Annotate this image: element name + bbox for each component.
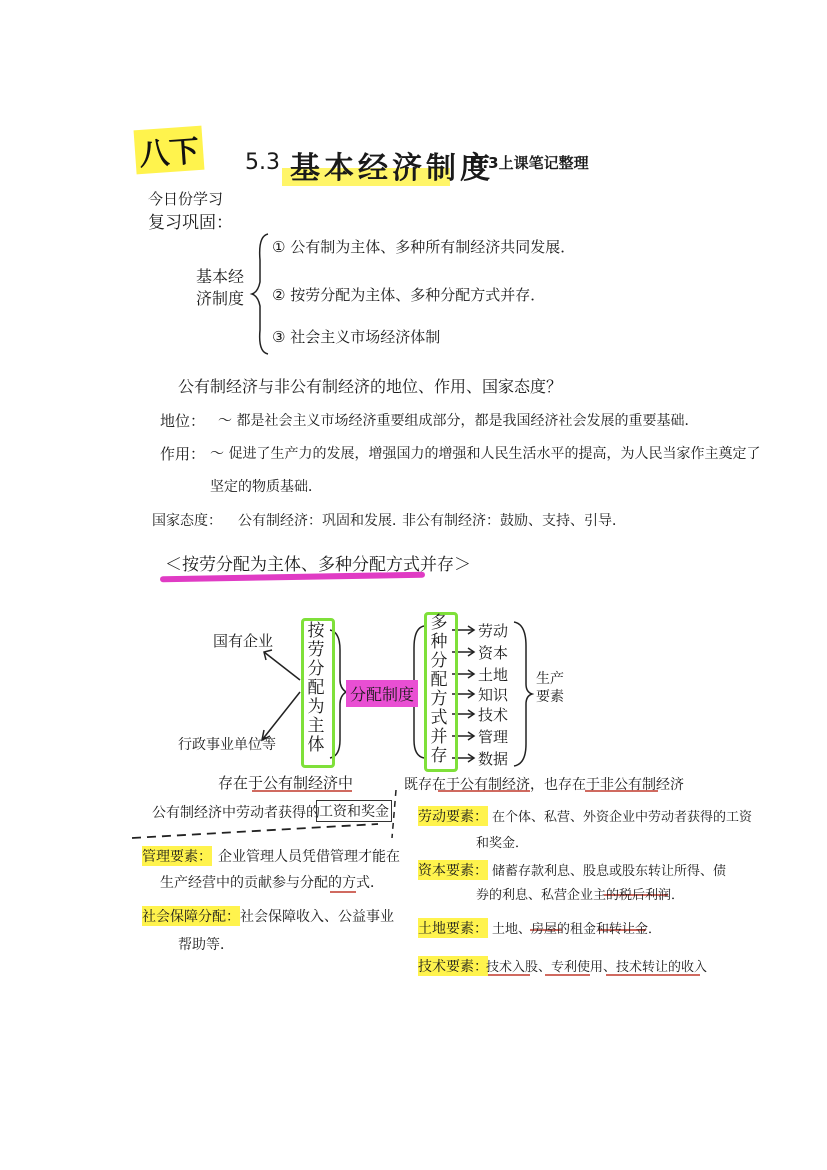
social-security-label: 社会保障分配： [142,906,240,926]
technology-factor-text: 技术入股、专利使用、技术转让的收入 [486,960,708,975]
capital-factor-text-2: 券的利息、私营企业主的税后利润． [476,888,685,903]
state-owned-enterprise: 国有企业 [213,632,274,650]
role-text-2: 坚定的物质基础． [210,479,322,495]
wage-and-bonus: 工资和奖金 [316,800,392,822]
management-factor-label: 管理要素： [142,846,212,866]
factor-labor: 劳动 [478,622,509,640]
page-title: 基本经济制度 [290,151,494,186]
public-institution: 行政事业单位等 [178,737,276,753]
factor-data: 数据 [478,750,509,768]
exists-in-public-economy: 存在于公有制经济中 [218,774,354,792]
attitude-private: 非公有制经济：鼓励、支持、引导． [402,513,626,529]
exists-in-both-economies: 既存在于公有制经济，也存在于非公有制经济 [404,777,684,793]
social-security-text-2: 帮助等． [178,937,234,953]
review-label: 复习巩固： [148,213,233,233]
left-vertical-text: 按劳分配为主体 [307,621,325,755]
management-factor-text-1: 企业管理人员凭借管理才能在 [218,849,400,865]
social-security-text-1: 社会保障收入、公益事业 [240,909,394,925]
labor-factor-label: 劳动要素： [418,806,488,826]
review-item-1: ① 公有制为主体、多种所有制经济共同发展． [272,238,576,256]
factor-capital: 资本 [478,644,509,662]
land-factor-label: 土地要素： [418,918,488,938]
role-text-1: ～ 促进了生产力的发展，增强国力的增强和人民生活水平的提高，为人民当家作主奠定了 [210,446,761,462]
position-text: ～ 都是社会主义市场经济重要组成部分，都是我国经济社会发展的重要基础． [218,413,699,429]
factor-land: 土地 [478,666,509,684]
labor-factor-text-2: 和奖金． [476,836,529,851]
right-vertical-text: 多种分配方式并存 [430,613,448,766]
basic-system-label: 基本经济制度 [196,267,245,308]
labor-factor-text-1: 在个体、私营、外资企业中劳动者获得的工资 [492,810,753,825]
page-subtitle: 5.3上课笔记整理 [472,154,589,172]
capital-factor-text-1: 储蓄存款利息、股息或股东转让所得、债 [492,864,727,879]
position-label: 地位： [160,412,206,430]
distribution-heading: ＜按劳分配为主体、多种分配方式并存＞ [165,555,471,575]
production-factors-label: 生产要素 [536,671,564,705]
question-prompt: 公有制经济与非公有制经济的地位、作用、国家态度？ [178,377,563,396]
section-number: 5.3 [245,150,280,175]
attitude-public: 公有制经济：巩固和发展． [238,513,406,529]
public-labor-income: 公有制经济中劳动者获得的 [152,805,320,821]
today-label: 今日份学习 [148,190,224,208]
review-item-3: ③ 社会主义市场经济体制 [272,328,441,346]
factor-management: 管理 [478,728,509,746]
center-distribution-system: 分配制度 [346,680,418,707]
review-item-2: ② 按劳分配为主体、多种分配方式并存． [272,286,546,304]
land-factor-text: 土地、房屋的租金和转让金． [492,922,662,937]
corner-mark: 八下 [134,126,205,175]
factor-technology: 技术 [478,706,509,724]
factor-knowledge: 知识 [478,686,509,704]
role-label: 作用： [160,445,206,463]
management-factor-text-2: 生产经营中的贡献参与分配的方式． [160,875,384,891]
capital-factor-label: 资本要素： [418,860,488,880]
technology-factor-label: 技术要素： [418,956,488,976]
attitude-label: 国家态度： [152,513,222,529]
